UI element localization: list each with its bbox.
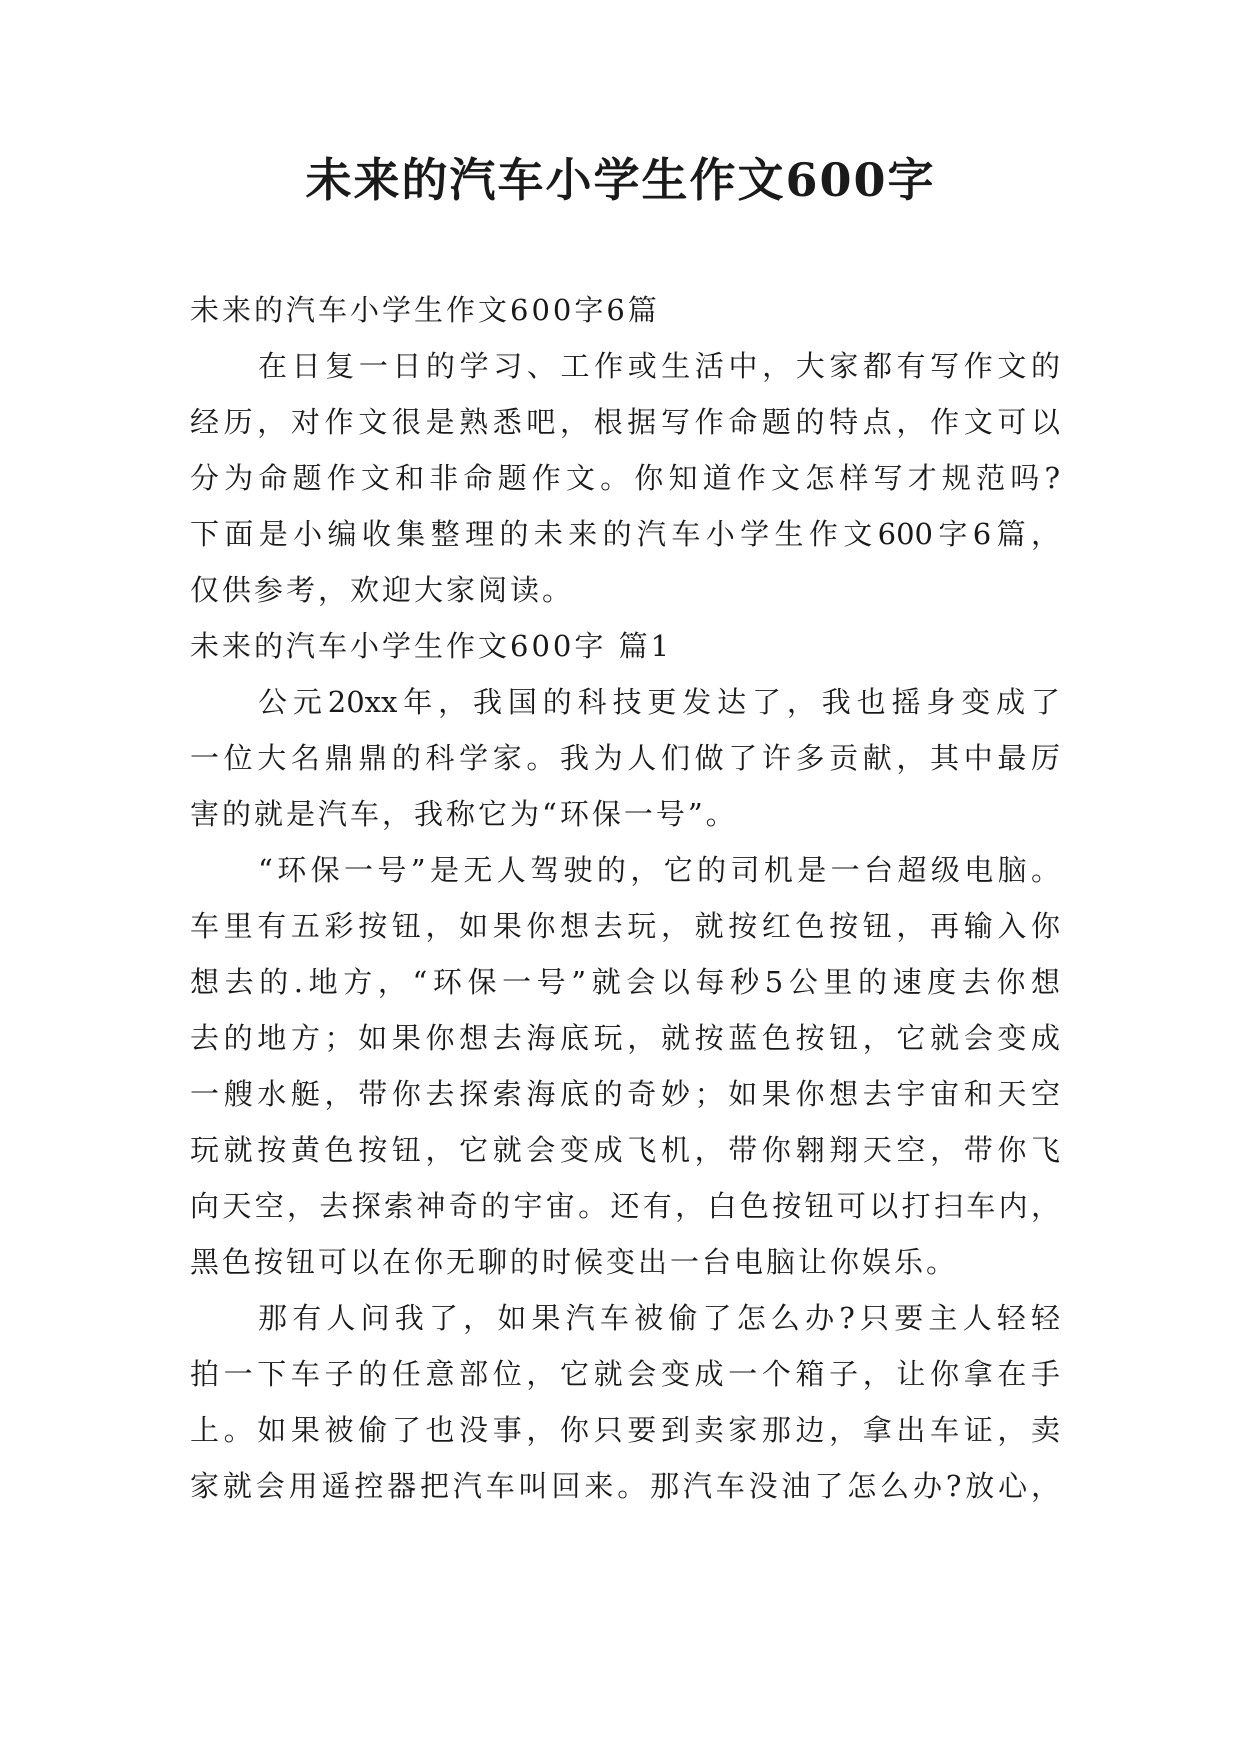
paragraph-line: “环保一号”是无人驾驶的，它的司机是一台超级电脑。 (258, 853, 1060, 887)
paragraph-line: 分为命题作文和非命题作文。你知道作文怎样写才规范吗? (190, 461, 1060, 495)
paragraph-line: 车里有五彩按钮，如果你想去玩，就按红色按钮，再输入你 (190, 909, 1060, 943)
paragraph-line: 公元20xx年，我国的科技更发达了，我也摇身变成了 (258, 685, 1060, 719)
paragraph-line: 上。如果被偷了也没事，你只要到卖家那边，拿出车证，卖 (190, 1413, 1060, 1447)
paragraph-line: 想去的.地方，“环保一号”就会以每秒5公里的速度去你想 (190, 965, 1060, 999)
paragraph-line: 一艘水艇，带你去探索海底的奇妙；如果你想去宇宙和天空 (190, 1077, 1060, 1111)
paragraph-line: 那有人问我了，如果汽车被偷了怎么办?只要主人轻轻 (258, 1301, 1060, 1335)
paragraph-line: 玩就按黄色按钮，它就会变成飞机，带你翱翔天空，带你飞 (190, 1133, 1060, 1167)
paragraph-line: 去的地方；如果你想去海底玩，就按蓝色按钮，它就会变成 (190, 1021, 1060, 1055)
paragraph-line: 害的就是汽车，我称它为“环保一号”。 (190, 797, 738, 831)
paragraph-line: 黑色按钮可以在你无聊的时候变出一台电脑让你娱乐。 (190, 1245, 959, 1279)
subtitle-line: 未来的汽车小学生作文600字6篇 (190, 293, 660, 327)
section-heading: 未来的汽车小学生作文600字 篇1 (190, 629, 673, 663)
paragraph-line: 仅供参考，欢迎大家阅读。 (190, 573, 575, 607)
paragraph-line: 经历，对作文很是熟悉吧，根据写作命题的特点，作文可以 (190, 405, 1060, 439)
paragraph-line: 下面是小编收集整理的未来的汽车小学生作文600字6篇， (190, 517, 1060, 551)
document-body (190, 282, 1060, 1514)
paragraph-line: 在日复一日的学习、工作或生活中，大家都有写作文的 (258, 349, 1060, 383)
paragraph-line: 拍一下车子的任意部位，它就会变成一个箱子，让你拿在手 (190, 1357, 1060, 1391)
paragraph-line: 一位大名鼎鼎的科学家。我为人们做了许多贡献，其中最厉 (190, 741, 1060, 775)
paragraph-line: 向天空，去探索神奇的宇宙。还有，白色按钮可以打扫车内， (190, 1189, 1060, 1223)
paragraph-line: 家就会用遥控器把汽车叫回来。那汽车没油了怎么办?放心， (190, 1469, 1060, 1503)
document-title: 未来的汽车小学生作文600字 (305, 153, 936, 207)
